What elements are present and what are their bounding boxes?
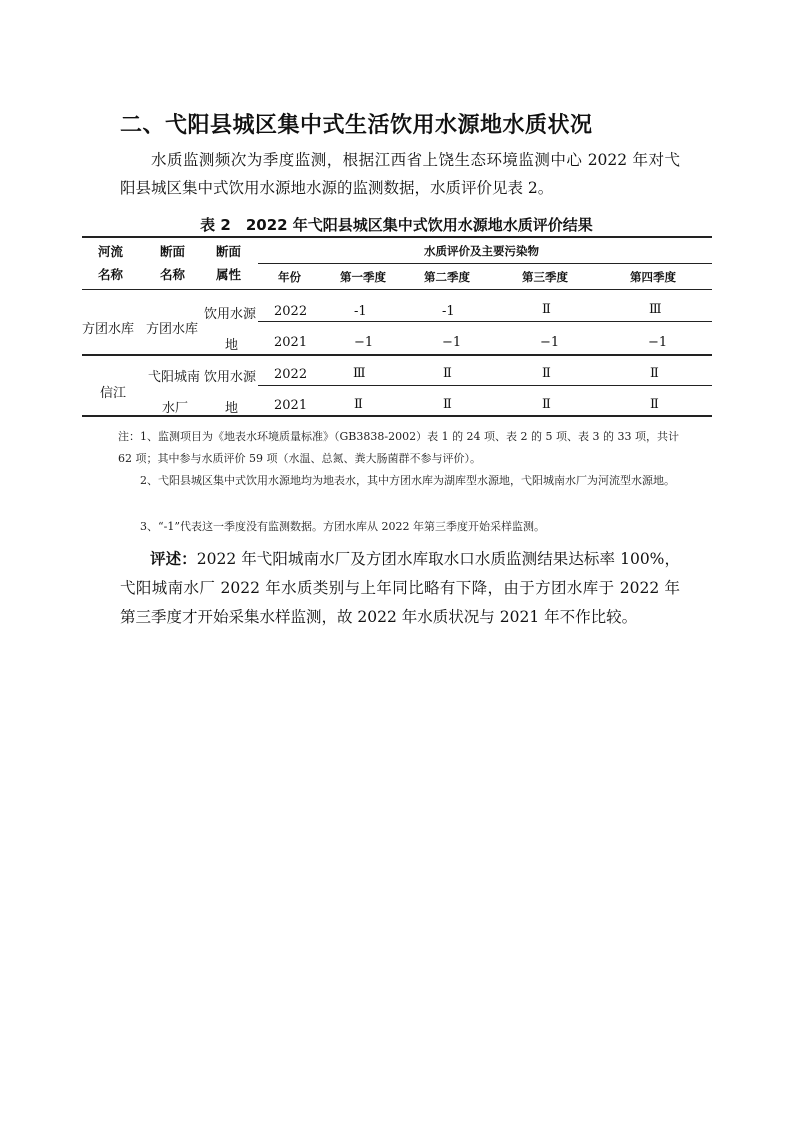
header-year: 年份 <box>278 270 301 284</box>
table-row-3-q1: Ⅲ <box>353 366 366 381</box>
table-row-2-q4: −1 <box>648 335 668 350</box>
group1-attr-line2: 地 <box>225 338 239 353</box>
intro-paragraph: 水质监测频次为季度监测，根据江西省上饶生态环境监测中心 2022 年对弋阳县城区集中式饮用水源地水源的监测数据，水质评价见表 2。 <box>120 151 680 197</box>
table-row-4-q1: Ⅱ <box>354 397 363 412</box>
group1-section: 方团水库 <box>146 322 199 337</box>
header-group: 水质评价及主要污染物 <box>424 244 539 258</box>
table-row-1-q2: -1 <box>442 304 455 319</box>
group2-section-line1: 弋阳城南 <box>148 370 201 385</box>
table-row-4-q4: Ⅱ <box>650 397 659 412</box>
header-attr-2: 属性 <box>216 267 242 282</box>
table-row-2-q3: −1 <box>540 335 560 350</box>
table-row-2-q1: −1 <box>354 335 374 350</box>
table-row-3-q4: Ⅱ <box>650 366 659 381</box>
section-heading: 二、弋阳县城区集中式生活饮用水源地水质状况 <box>120 113 593 138</box>
row-rule-1 <box>258 321 712 322</box>
group2-attr-line1: 饮用水源 <box>204 370 257 385</box>
table-row-1-q1: -1 <box>354 304 367 319</box>
table-top-rule <box>82 236 712 238</box>
group2-section-line2: 水厂 <box>162 401 189 416</box>
table-row-3-year: 2022 <box>274 367 308 382</box>
group1-attr-line1: 饮用水源 <box>204 307 257 322</box>
group-header-rule <box>258 263 712 264</box>
header-river-2: 名称 <box>98 267 124 282</box>
water-quality-table <box>82 236 712 416</box>
table-row-1-year: 2022 <box>274 304 308 319</box>
group-rule <box>82 354 712 356</box>
header-q3: 第三季度 <box>522 270 568 284</box>
table-note-1: 注：1、监测项目为《地表水环境质量标准》（GB3838-2002）表 1 的 24 项、表 2 的 5 项、表 3 的 33 项，共计 62 项；其中参与水质评价 59 项（水温、总氮、粪大肠菌群不参与评价）。 <box>118 430 680 465</box>
header-section-2: 名称 <box>160 267 186 282</box>
table-row-3-q3: Ⅱ <box>542 366 551 381</box>
table-row-4-q2: Ⅱ <box>443 397 452 412</box>
header-q1: 第一季度 <box>340 270 386 284</box>
review-label: 评述： <box>150 550 197 568</box>
table-caption: 表 2 2022 年弋阳县城区集中式饮用水源地水质评价结果 <box>200 216 593 234</box>
header-river-1: 河流 <box>98 244 124 259</box>
table-row-1-q3: Ⅱ <box>542 302 551 317</box>
table-row-4-year: 2021 <box>274 398 308 413</box>
header-bottom-rule <box>82 289 712 290</box>
table-row-3-q2: Ⅱ <box>443 366 452 381</box>
header-q2: 第二季度 <box>424 270 470 284</box>
table-note-3: 3、“-1”代表这一季度没有监测数据。方团水库从 2022 年第三季度开始采样监测。 <box>140 520 545 533</box>
header-attr-1: 断面 <box>216 244 242 259</box>
table-row-4-q3: Ⅱ <box>542 397 551 412</box>
review-text: 2022 年弋阳城南水厂及方团水库取水口水质监测结果达标率 100%，弋阳城南水厂 2022 年水质类别与上年同比略有下降，由于方团水库于 2022 年第三季度才开始采集水样监测，故 2022 年水质状况与 2021 年不作比较。 <box>120 550 680 626</box>
table-row-2-q2: −1 <box>442 335 462 350</box>
table-note-2: 2、弋阳县城区集中式饮用水源地均为地表水，其中方团水库为湖库型水源地，弋阳城南水厂为河流型水源地。 <box>140 474 675 487</box>
group2-river: 信江 <box>100 386 127 401</box>
group2-attr-line2: 地 <box>225 401 239 416</box>
header-section-1: 断面 <box>160 244 186 259</box>
table-row-2-year: 2021 <box>274 335 308 350</box>
table-row-1-q4: Ⅲ <box>649 302 662 317</box>
row-rule-3 <box>258 385 712 386</box>
group1-river: 方团水库 <box>82 322 135 337</box>
header-q4: 第四季度 <box>630 270 676 284</box>
review-paragraph <box>120 545 680 632</box>
